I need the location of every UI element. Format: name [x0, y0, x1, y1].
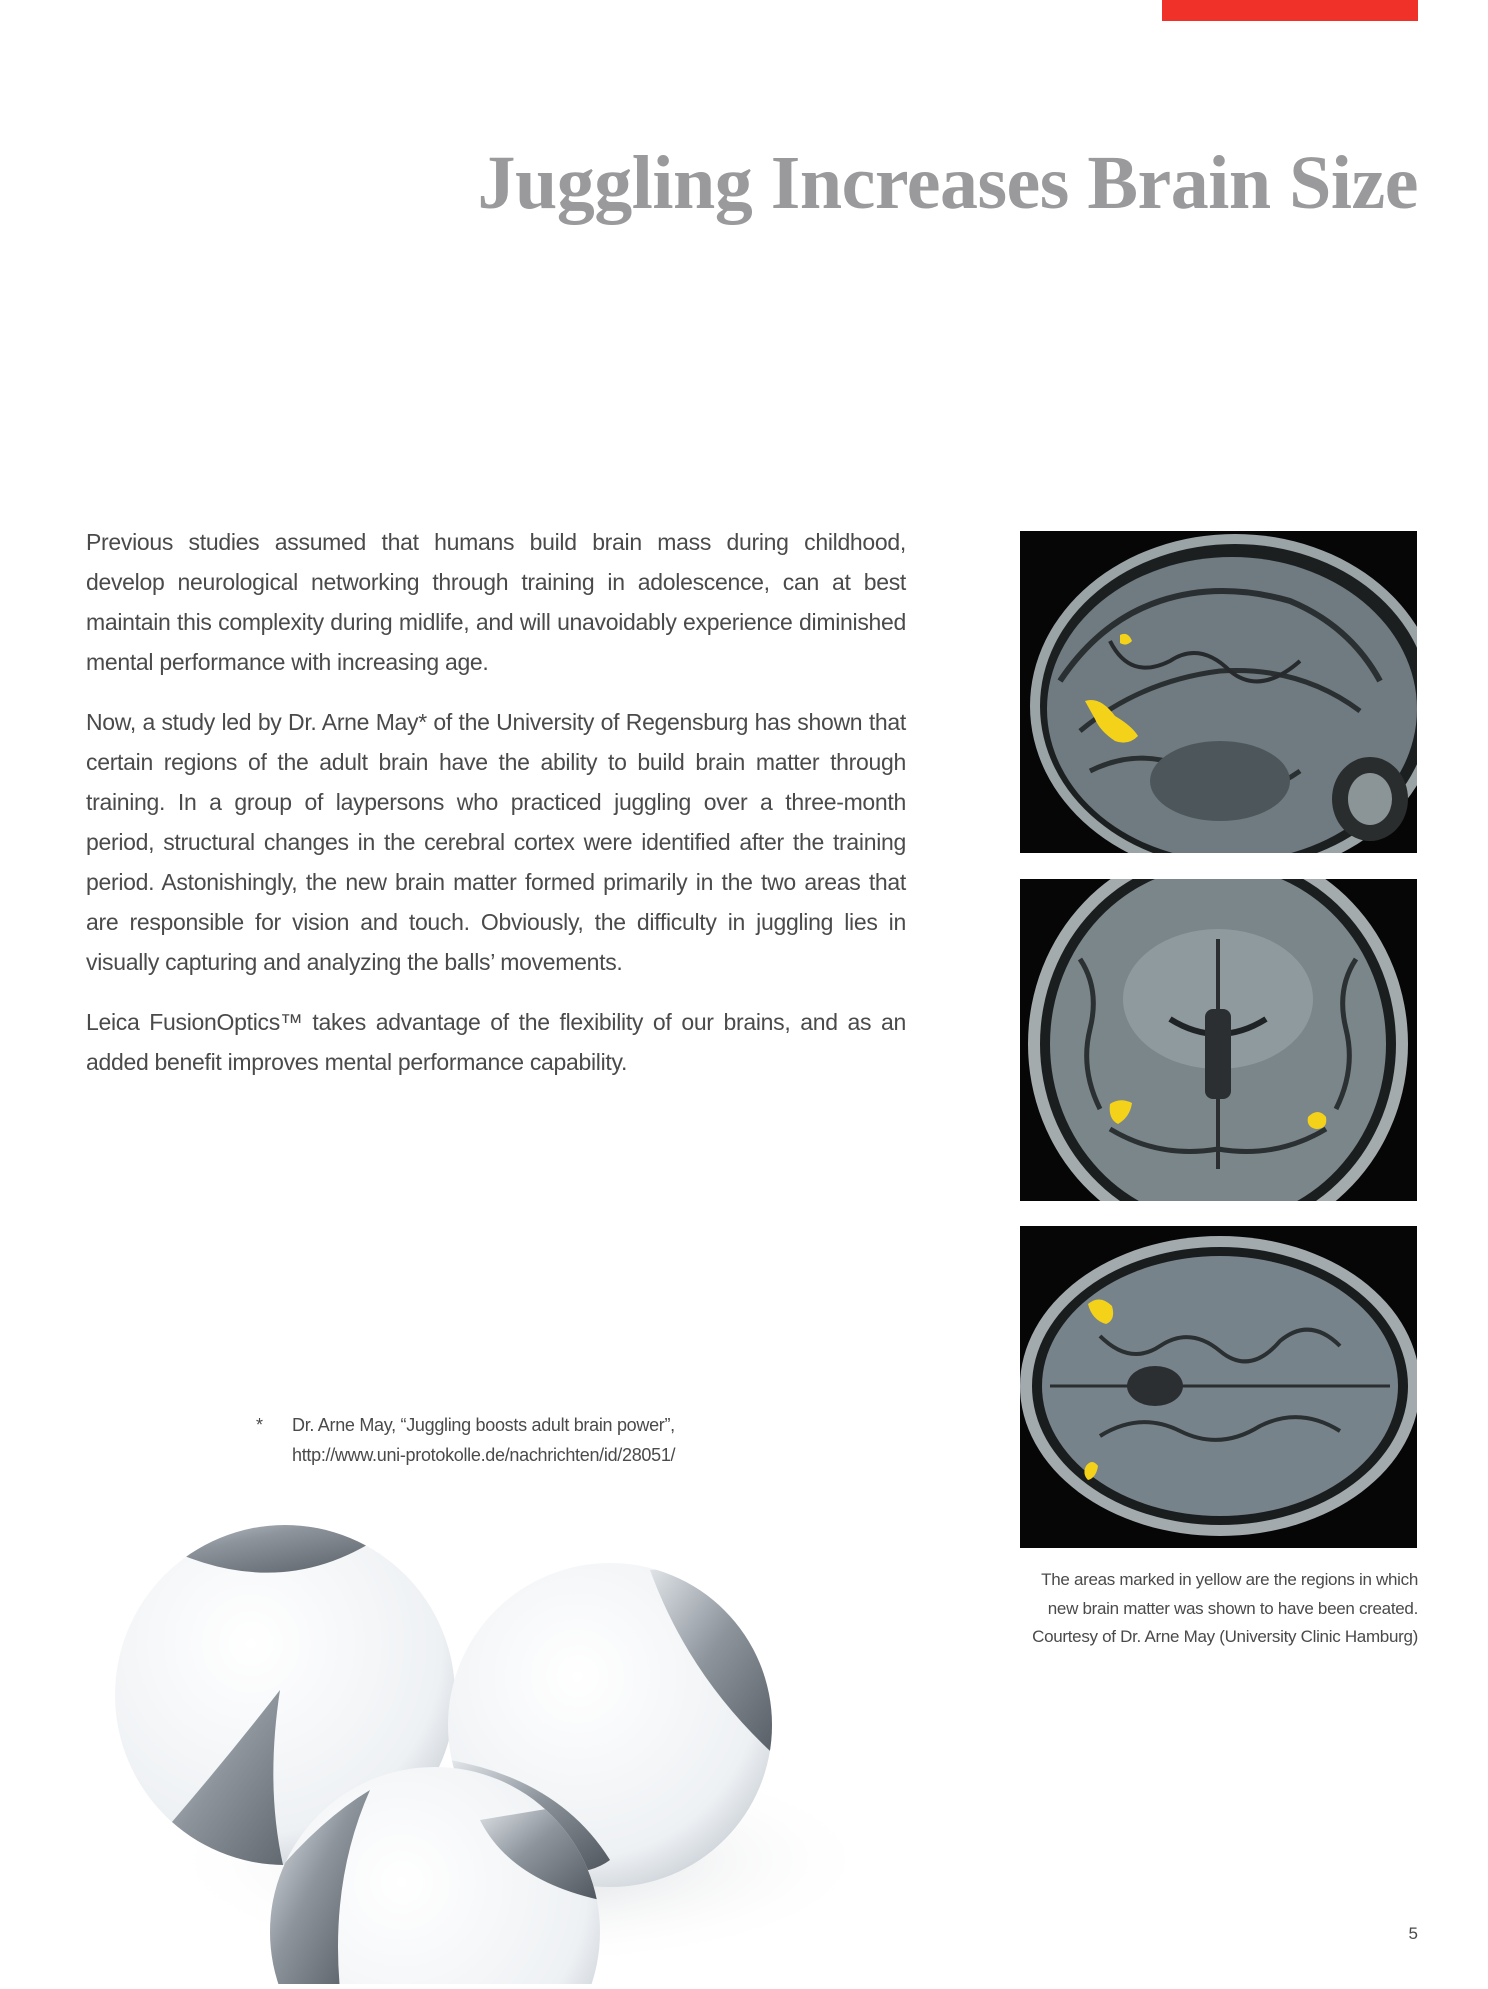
- paragraph-3: Leica FusionOptics™ takes advantage of the flexibility of our brains, and as an added benefit improves mental performance capability.: [86, 1009, 906, 1075]
- article-body: [86, 522, 906, 1102]
- footnote-citation: Dr. Arne May, “Juggling boosts adult brain power”,: [292, 1415, 675, 1435]
- caption-line-2: new brain matter was shown to have been created.: [1047, 1598, 1418, 1618]
- footnote: [256, 1410, 675, 1470]
- footnote-url[interactable]: http://www.uni-protokolle.de/nachrichten/id/28051/: [292, 1445, 676, 1465]
- paragraph-1: Previous studies assumed that humans build brain mass during childhood, develop neurological networking through training in adolescence, can at best maintain this complexity during midlife, and will unavoidably experience diminished mental performance with increasing age.: [86, 529, 906, 675]
- mri-axial-image-2: [1020, 1226, 1417, 1548]
- paragraph-2: Now, a study led by Dr. Arne May* of the University of Regensburg has shown that certain regions of the adult brain have the ability to build brain matter through training. In a group of laypersons who practiced juggling over a three-month period, structural changes in the cerebral cortex were identified after the training period. Astonishingly, the new brain matter formed primarily in the two areas that are responsible for vision and touch. Obviously, the difficulty in juggling lies in visually capturing and analyzing the balls’ movements.: [86, 709, 906, 975]
- caption-line-1: The areas marked in yellow are the regions in which: [1041, 1570, 1418, 1589]
- image-caption: [998, 1566, 1418, 1652]
- page-title: Juggling Increases Brain Size: [477, 141, 1418, 225]
- page-number: 5: [1408, 1924, 1418, 1943]
- caption-line-3: Courtesy of Dr. Arne May (University Clinic Hamburg): [1032, 1627, 1418, 1646]
- mri-axial-image-1: [1020, 879, 1417, 1201]
- footnote-marker: *: [256, 1415, 263, 1435]
- mri-sagittal-image: [1020, 531, 1417, 853]
- juggling-balls-image: [90, 1520, 890, 1984]
- red-accent-bar: [1162, 0, 1418, 21]
